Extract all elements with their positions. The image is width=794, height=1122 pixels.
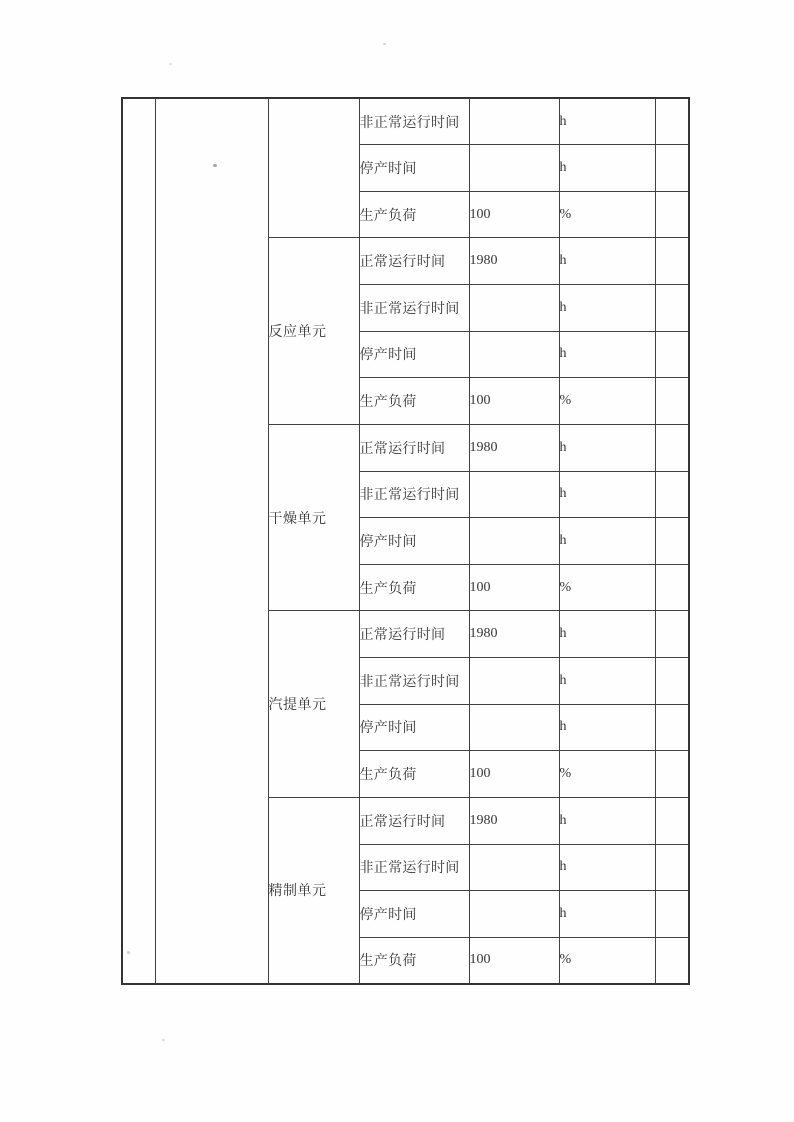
right-margin-cell — [655, 285, 689, 332]
unit-name-cell: 汽提单元 — [268, 611, 359, 798]
scan-speckle — [169, 63, 172, 65]
metric-unit-cell: h — [559, 844, 655, 891]
unit-name-cell: 精制单元 — [268, 797, 359, 984]
metric-value-cell — [469, 331, 559, 378]
metric-unit-cell: % — [559, 191, 655, 238]
metric-value-cell — [469, 285, 559, 332]
metric-unit-cell: h — [559, 238, 655, 285]
metric-unit-cell: % — [559, 751, 655, 798]
metric-value-cell: 1980 — [469, 424, 559, 471]
metric-label-cell: 非正常运行时间 — [359, 658, 469, 705]
metric-unit-cell: h — [559, 331, 655, 378]
unit-name-cell — [268, 98, 359, 238]
metric-label-cell: 正常运行时间 — [359, 424, 469, 471]
unit-name-cell: 反应单元 — [268, 238, 359, 425]
scan-speckle — [162, 1039, 165, 1041]
production-units-table — [121, 97, 690, 985]
right-margin-cell — [655, 751, 689, 798]
metric-unit-cell: h — [559, 518, 655, 565]
right-margin-cell — [655, 471, 689, 518]
metric-value-cell: 100 — [469, 937, 559, 984]
metric-value-cell — [469, 145, 559, 192]
metric-value-cell: 1980 — [469, 238, 559, 285]
metric-label-cell: 非正常运行时间 — [359, 844, 469, 891]
right-margin-cell — [655, 564, 689, 611]
metric-unit-cell: h — [559, 611, 655, 658]
right-margin-cell — [655, 98, 689, 145]
metric-value-cell — [469, 844, 559, 891]
left-margin-cell — [122, 98, 155, 984]
metric-label-cell: 停产时间 — [359, 331, 469, 378]
metric-value-cell: 1980 — [469, 797, 559, 844]
metric-label-cell: 非正常运行时间 — [359, 285, 469, 332]
metric-value-cell — [469, 471, 559, 518]
metric-value-cell: 100 — [469, 191, 559, 238]
scan-speckle — [383, 43, 386, 45]
right-margin-cell — [655, 937, 689, 984]
metric-unit-cell: % — [559, 378, 655, 425]
metric-value-cell — [469, 98, 559, 145]
category-cell — [155, 98, 268, 984]
right-margin-cell — [655, 611, 689, 658]
metric-label-cell: 停产时间 — [359, 891, 469, 938]
metric-value-cell — [469, 704, 559, 751]
metric-unit-cell: h — [559, 285, 655, 332]
metric-value-cell: 100 — [469, 751, 559, 798]
right-margin-cell — [655, 891, 689, 938]
metric-unit-cell: h — [559, 704, 655, 751]
metric-label-cell: 正常运行时间 — [359, 238, 469, 285]
metric-value-cell — [469, 891, 559, 938]
right-margin-cell — [655, 797, 689, 844]
metric-label-cell: 生产负荷 — [359, 378, 469, 425]
table-row — [122, 98, 689, 145]
right-margin-cell — [655, 658, 689, 705]
right-margin-cell — [655, 145, 689, 192]
metric-label-cell: 正常运行时间 — [359, 611, 469, 658]
metric-value-cell — [469, 658, 559, 705]
metric-label-cell: 生产负荷 — [359, 937, 469, 984]
metric-unit-cell: h — [559, 424, 655, 471]
right-margin-cell — [655, 191, 689, 238]
right-margin-cell — [655, 238, 689, 285]
metric-label-cell: 非正常运行时间 — [359, 98, 469, 145]
metric-unit-cell: h — [559, 797, 655, 844]
metric-unit-cell: % — [559, 937, 655, 984]
metric-label-cell: 正常运行时间 — [359, 797, 469, 844]
metric-value-cell: 100 — [469, 564, 559, 611]
right-margin-cell — [655, 424, 689, 471]
right-margin-cell — [655, 844, 689, 891]
metric-label-cell: 生产负荷 — [359, 191, 469, 238]
unit-name-cell: 干燥单元 — [268, 424, 359, 611]
metric-value-cell: 1980 — [469, 611, 559, 658]
metric-label-cell: 生产负荷 — [359, 751, 469, 798]
metric-value-cell — [469, 518, 559, 565]
metric-unit-cell: h — [559, 145, 655, 192]
metric-unit-cell: h — [559, 891, 655, 938]
metric-label-cell: 停产时间 — [359, 518, 469, 565]
metric-label-cell: 非正常运行时间 — [359, 471, 469, 518]
right-margin-cell — [655, 518, 689, 565]
right-margin-cell — [655, 704, 689, 751]
metric-unit-cell: h — [559, 98, 655, 145]
metric-value-cell: 100 — [469, 378, 559, 425]
right-margin-cell — [655, 378, 689, 425]
metric-label-cell: 停产时间 — [359, 704, 469, 751]
metric-label-cell: 生产负荷 — [359, 564, 469, 611]
metric-label-cell: 停产时间 — [359, 145, 469, 192]
metric-unit-cell: h — [559, 471, 655, 518]
right-margin-cell — [655, 331, 689, 378]
metric-unit-cell: h — [559, 658, 655, 705]
metric-unit-cell: % — [559, 564, 655, 611]
